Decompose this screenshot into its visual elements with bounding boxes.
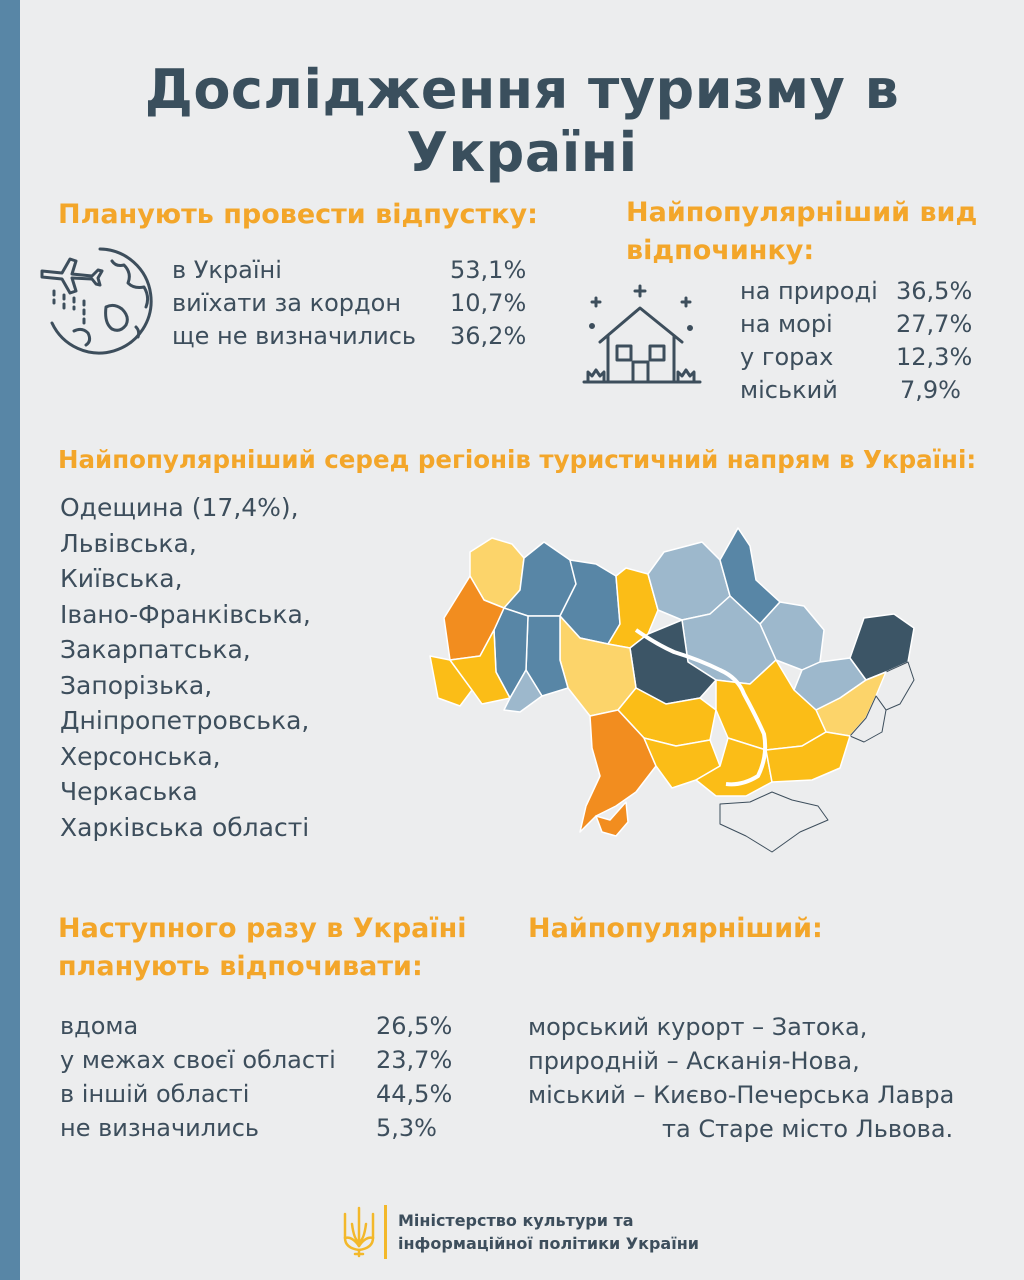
page-title: Дослідження туризму в Україні <box>144 58 900 184</box>
rest-row-sea <box>740 308 980 341</box>
row-value: 44,5% <box>376 1080 453 1108</box>
row-label: в іншій області <box>60 1080 250 1108</box>
most-popular-list <box>528 1010 954 1146</box>
rest-type-heading-line2: відпочинку: <box>626 235 815 266</box>
ukraine-map <box>420 520 920 865</box>
rest-row-nature <box>740 275 980 308</box>
trident-logo <box>342 1206 376 1258</box>
region-item: Одещина (17,4%), <box>60 493 299 522</box>
footer-line2: інформаційної політики України <box>398 1234 699 1253</box>
row-value: 7,9% <box>900 376 961 404</box>
side-bar <box>0 0 20 1280</box>
regions-heading: Найпопулярніший серед регіонів туристичний напрям в Україні: <box>58 445 977 474</box>
region-item: Львівська, <box>60 528 197 558</box>
most-popular-heading: Найпопулярніший: <box>528 913 823 944</box>
row-label: не визначились <box>60 1114 260 1142</box>
region-item: Дніпропетровська, <box>60 706 310 735</box>
footer-line1: Міністерство культури та <box>398 1211 634 1230</box>
row-label: у межах своєї області <box>60 1046 336 1074</box>
next-time-heading <box>58 910 467 986</box>
rest-type-heading <box>626 194 977 270</box>
row-value: 10,7% <box>450 289 527 317</box>
plane-globe-icon <box>40 243 158 355</box>
vacation-heading: Планують провести відпустку: <box>58 199 538 230</box>
row-label: на морі <box>740 310 833 338</box>
next-row-home <box>60 1010 460 1044</box>
region-item: Запорізька, <box>60 670 213 700</box>
row-label: міський <box>740 376 838 404</box>
next-row-own-region <box>60 1044 460 1078</box>
row-label: у горах <box>740 343 834 371</box>
region-item: Черкаська <box>60 777 198 806</box>
house-icon <box>582 284 702 388</box>
popular-line: природній – Асканія-Нова, <box>528 1047 860 1075</box>
popular-line: та Старе місто Львова. <box>662 1115 954 1143</box>
popular-line: морський курорт – Затока, <box>528 1013 868 1041</box>
region-item: Івано-Франківська, <box>60 599 311 629</box>
row-value: 36,2% <box>450 322 527 350</box>
vacation-row-abroad <box>172 287 532 320</box>
next-time-heading-line1: Наступного разу в Україні <box>58 913 467 944</box>
rest-row-city <box>740 374 980 407</box>
vacation-row-undecided <box>172 320 532 353</box>
footer-separator <box>384 1205 387 1259</box>
row-value: 36,5% <box>896 277 973 305</box>
rest-row-mountains <box>740 341 980 374</box>
row-label: на природі <box>740 277 878 305</box>
row-value: 26,5% <box>376 1012 453 1040</box>
vacation-row-ukraine <box>172 254 532 287</box>
row-label: в Україні <box>172 256 282 284</box>
row-label: ще не визначились <box>172 322 417 350</box>
region-item: Київська, <box>60 564 183 593</box>
footer-ministry <box>398 1209 699 1255</box>
row-label: вдома <box>60 1012 139 1040</box>
row-value: 23,7% <box>376 1046 453 1074</box>
regions-list <box>60 490 311 845</box>
row-value: 53,1% <box>450 256 527 284</box>
region-crimea <box>720 792 828 852</box>
next-row-undecided <box>60 1112 460 1146</box>
region-item: Закарпатська, <box>60 635 251 664</box>
row-label: виїхати за кордон <box>172 289 402 317</box>
popular-line: міський – Києво-Печерська Лавра <box>528 1081 955 1109</box>
rest-type-heading-line1: Найпопулярніший вид <box>626 197 978 228</box>
region-item: Харківська області <box>60 812 310 842</box>
region-item: Херсонська, <box>60 741 221 771</box>
next-time-heading-line2: планують відпочивати: <box>58 951 423 982</box>
row-value: 27,7% <box>896 310 973 338</box>
next-row-other-region <box>60 1078 460 1112</box>
row-value: 5,3% <box>376 1114 437 1142</box>
row-value: 12,3% <box>896 343 973 371</box>
